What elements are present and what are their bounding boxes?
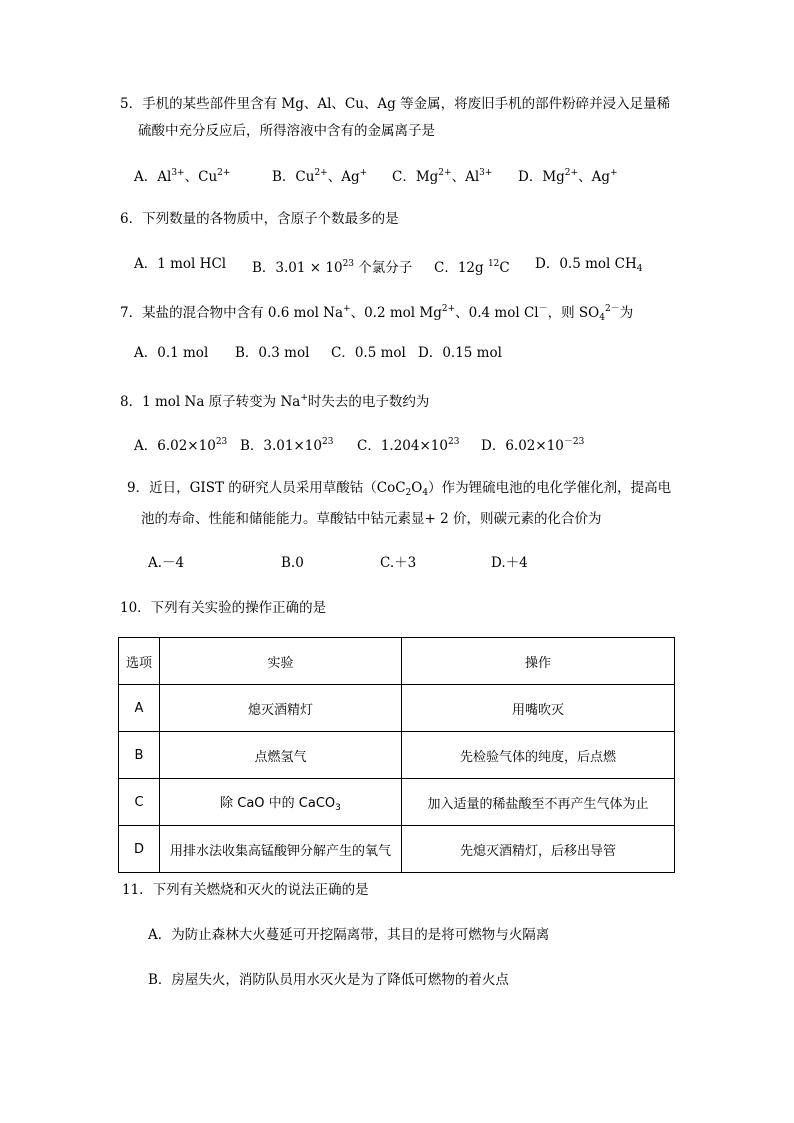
q7-option-c: C．0.5 mol	[331, 345, 406, 361]
q6-option-b: B．$3.01 \times 10^{23}$ 个氯分子	[252, 259, 413, 276]
q11-stem: 11．下列有关燃烧和灭火的说法正确的是	[122, 882, 369, 898]
cell-operation: 用嘴吹灭	[402, 685, 675, 732]
q5-stem-line1: 5．手机的某些部件里含有 Mg、Al、Cu、Ag 等金属，将废旧手机的部件粉碎并浸入足量稀	[120, 96, 671, 112]
q9-option-a: A.－4	[148, 555, 185, 571]
q5-option-c: C．$Mg^{2+}$、$Al^{3+}$	[392, 168, 493, 185]
q6-option-d: D．0.5 mol $CH_4$	[535, 256, 643, 274]
q5-option-d: D．$Mg^{2+}$、Ag+	[518, 168, 618, 185]
q8-stem: 8．1 mol Na 原子转变为 Na+时失去的电子数约为	[120, 393, 430, 410]
table-row	[119, 732, 675, 779]
cell-option: D	[119, 826, 160, 873]
cell-operation: 加入适量的稀盐酸至不再产生气体为止	[402, 779, 675, 826]
table-row	[119, 685, 675, 732]
q9-option-c: C.＋3	[380, 555, 417, 571]
q10-stem: 10．下列有关实验的操作正确的是	[120, 600, 327, 616]
q8-option-d: D．$6.02\times 10^{-23}$	[481, 437, 585, 454]
q5-option-a: A．$Al^{3+}$、$Cu^{2+}$	[134, 168, 231, 185]
cell-experiment: 除 CaO 中的 CaCO$_3$	[160, 779, 402, 826]
q6-option-c: C．12g $^{12}$C	[434, 259, 510, 276]
header-experiment: 实验	[160, 638, 402, 685]
q7-option-d: D．0.15 mol	[418, 345, 502, 361]
table-header-row	[119, 638, 675, 685]
q5-option-b: B．$Cu^{2+}$、Ag+	[272, 168, 368, 185]
cell-experiment: 用排水法收集高锰酸钾分解产生的氧气	[160, 826, 402, 873]
q11-option-b: B．房屋失火，消防队员用水灭火是为了降低可燃物的着火点	[148, 972, 509, 988]
cell-experiment: 熄灭酒精灯	[160, 685, 402, 732]
q10-table	[118, 637, 675, 873]
cell-option: B	[119, 732, 160, 779]
table-row	[119, 826, 675, 873]
q6-stem: 6．下列数量的各物质中，含原子个数最多的是	[120, 211, 399, 227]
q9-option-b: B.0	[281, 555, 304, 571]
header-operation: 操作	[402, 638, 675, 685]
cell-experiment: 点燃氢气	[160, 732, 402, 779]
q5-stem-line2: 硫酸中充分反应后，所得溶液中含有的金属离子是	[138, 123, 435, 139]
q9-option-d: D.＋4	[491, 555, 528, 571]
q9-stem-line1: 9．近日，GIST 的研究人员采用草酸钴$(CoC_2O_4)$作为锂硫电池的电化学催化剂，提高电	[127, 480, 672, 498]
cell-operation: 先熄灭酒精灯，后移出导管	[402, 826, 675, 873]
q6-option-a: A．1 mol HCl	[134, 256, 227, 272]
q9-stem-line2: 池的寿命、性能和储能能力。草酸钴中钴元素显+ 2 价，则碳元素的化合价为	[141, 511, 602, 527]
cell-operation: 先检验气体的纯度，后点燃	[402, 732, 675, 779]
q8-option-c: C．$1.204\times 10^{23}$	[357, 437, 460, 454]
q8-option-a: A．$6.02\times 10^{23}$	[134, 437, 228, 454]
q11-option-a: A．为防止森林大火蔓延可开挖隔离带，其目的是将可燃物与火隔离	[148, 927, 550, 943]
q8-option-b: B．$3.01\times 10^{23}$	[240, 437, 334, 454]
q7-stem: 7．某盐的混合物中含有 0.6 mol Na+、0.2 mol $Mg^{2+}$、0.4 mol Cl－，则 $SO_4^{2-}$为	[120, 304, 634, 323]
cell-option: C	[119, 779, 160, 826]
table-row	[119, 779, 675, 826]
q7-option-b: B．0.3 mol	[235, 345, 310, 361]
cell-option: A	[119, 685, 160, 732]
q7-option-a: A．0.1 mol	[134, 345, 209, 361]
header-option: 选项	[119, 638, 160, 685]
